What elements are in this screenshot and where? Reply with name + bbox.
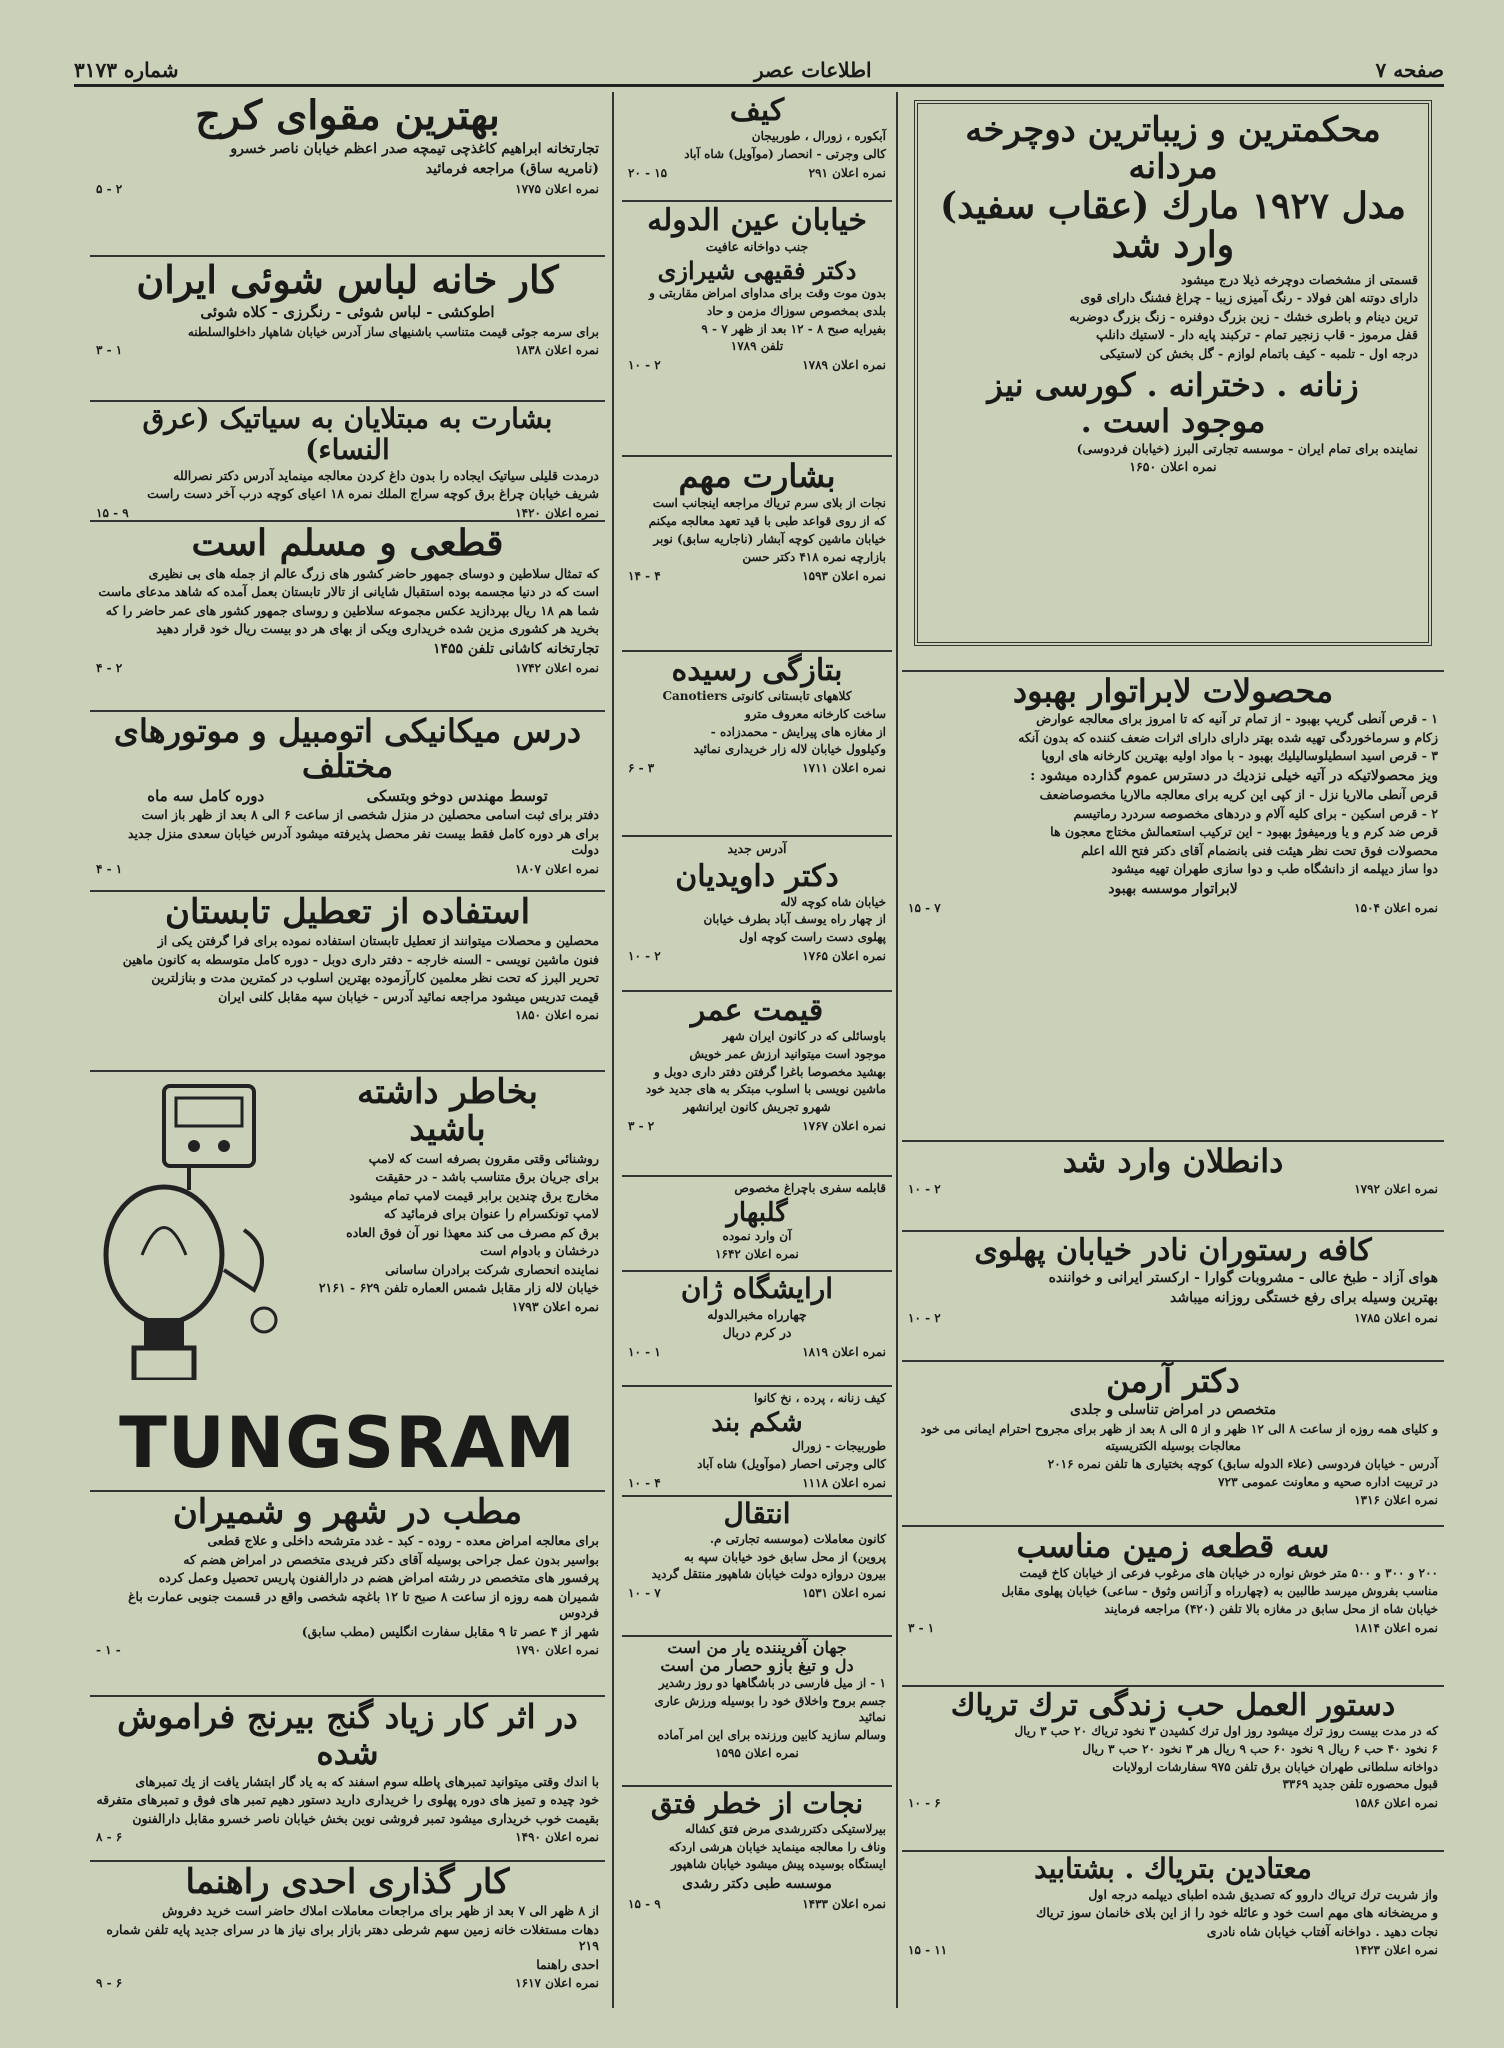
ad-code: ۱ - ۱۰ xyxy=(628,1344,661,1359)
ad-doctor-faghihi xyxy=(622,202,892,457)
ad-code: ۲ - ۱۰ xyxy=(908,1310,941,1325)
ad-text: برای جریان برق متناسب باشد - در حقیقت xyxy=(375,1169,599,1185)
ad-number: نمره اعلان ۱۸۵۰ xyxy=(515,1008,599,1023)
column-divider xyxy=(612,92,614,2008)
ad-text: واز شربت ترك تریاك داروو که تصدیق شده اطبای دیپلمه درجه اول xyxy=(1088,1886,1438,1902)
ad-certain xyxy=(90,522,605,712)
ad-text: ۱ - از میل فارسی در باشگاهها دو روز رشدیر xyxy=(658,1676,886,1691)
masthead xyxy=(74,58,1444,87)
ad-footer xyxy=(96,1008,599,1022)
ad-code: ۴ - ۱۴ xyxy=(628,568,661,583)
page-number: صفحه ۷ xyxy=(1375,58,1444,82)
ad-title: کافه رستوران نادر خیابان پهلوی xyxy=(974,1233,1372,1268)
ad-text: هوای آزاد - طبخ عالی - مشروبات گوارا - ارکستر ایرانی و خواننده xyxy=(1048,1270,1438,1286)
ad-top-note: کیف زنانه ، پرده ، نخ کانوا xyxy=(753,1391,886,1405)
ad-text: ۶ نخود ۴۰ حب ۶ ریال ۹ نخود ۶۰ حب ۹ ریال هر ۳ نخود ۲۰ حب ۳ ریال xyxy=(1082,1741,1438,1756)
ad-text: آبکوره ، زورال ، طوربیجان xyxy=(751,129,886,143)
ad-karaj xyxy=(90,92,605,257)
ad-text: دهات مستغلات خانه زمین سهم شرطی دهتر بازار برای نیاز ها در سرای جدید پایه تلفن شماره ۲۱۹ xyxy=(106,1921,599,1954)
ad-text: محصلین و محصلات میتوانند از تعطیل تابستان استفاده نموده برای فرا گرفتن یکی از xyxy=(157,933,599,949)
ad-belt xyxy=(622,1387,892,1497)
ad-text: درمدت قلیلی سیاتیک ایجاده را بدون داغ کردن معالجه مینماید آدرس دکتر نصرالله xyxy=(173,467,599,483)
ad-number: نمره اعلان ۱۱۱۸ xyxy=(802,1476,886,1491)
column-middle xyxy=(622,92,892,2008)
ad-title: محکمترین و زیباترین دوچرخه xyxy=(965,110,1381,150)
ad-text: درجه اول - تلمبه - کیف باتمام لوازم - گل بخش کن لاستیکی xyxy=(1099,345,1418,361)
ad-title: انتقال xyxy=(723,1497,791,1530)
ad-title: گلبهار xyxy=(726,1197,788,1228)
ad-text: ۲۰۰ و ۳۰۰ و ۵۰۰ متر خوش نواره در خیابان های مرغوب فرعی از خیابان کاخ قیمت xyxy=(1019,1566,1438,1581)
ad-number: نمره اعلان ۱۸۱۴ xyxy=(1354,1620,1438,1635)
ad-text: کالی وجرتی - انحصار (موآویل) شاه آباد xyxy=(684,146,886,161)
ad-title: کار گذاری احدی راهنما xyxy=(185,1862,510,1902)
ad-footer xyxy=(908,1311,1438,1325)
ad-text: که تمثال سلاطین و دوسای جمهور حاضر کشور های زرگ عالم از جمله های بی نظیری xyxy=(148,565,599,581)
ad-text: خیابان ماشین کوچه آبشار (ناجاریه سابق) نوبر xyxy=(653,531,886,546)
ad-title: شکم بند xyxy=(711,1407,803,1438)
ad-text: طوربیجات - زورال xyxy=(792,1439,886,1454)
ad-code: ۹ - ۱۵ xyxy=(628,1896,661,1911)
ad-number: نمره اعلان ۱۳۱۶ xyxy=(1354,1492,1438,1507)
ad-text: ایستگاه بوسیده پیش میشود خیابان شاهپور xyxy=(671,1857,886,1872)
ad-text: قفل مرموز - قاب زنجیر تمام - ترکبند پایه دار - لاستیك دانلپ xyxy=(1096,327,1418,343)
ad-davidian xyxy=(622,837,892,992)
ad-treasure xyxy=(90,1697,605,1862)
ad-code: ۱ - ۳ xyxy=(908,1620,935,1635)
newspaper-name: اطلاعات عصر xyxy=(754,58,872,82)
ad-number: نمره اعلان ۱۴۳۳ xyxy=(802,1896,886,1911)
ad-text: پرفسور های متخصص در رشته امراض هضم در دارالفنون پاریس تحصیل وعمل کرده xyxy=(158,1570,599,1586)
ad-text: مناسب بفروش میرسد طالبین به (چهارراه و آزانس وثوق - ساعی) خیابان پهلوی مقابل xyxy=(1001,1584,1438,1599)
ad-title: کار خانه لباس شوئی ایران xyxy=(136,257,559,302)
ad-text: (نامریه ساق) مراجعه فرمائید xyxy=(425,161,599,178)
ad-text: جسم بروح واخلاق خود را بوسیله ورزش عاری نمائید xyxy=(654,1694,886,1724)
ad-text: فنون ماشین نویسی - السنه خارجه - دفتر داری دوبل - دوره کامل متوسطه به کانون ماهین xyxy=(122,951,599,967)
ad-cafe xyxy=(902,1232,1444,1362)
ad-number: نمره اعلان ۱۷۹۳ xyxy=(511,1298,599,1314)
ad-gym xyxy=(622,1637,892,1787)
ad-title: خیابان عین الدوله xyxy=(647,203,867,238)
ad-title: استفاده از تعطیل تابستان xyxy=(164,892,531,932)
ad-title: قطعی و مسلم است xyxy=(191,522,504,564)
ad-number: نمره اعلان ۱۷۶۷ xyxy=(802,1119,886,1134)
ad-text: پهلوی دست راست کوچه اول xyxy=(739,930,886,945)
ad-text: در کرم دربال xyxy=(722,1325,792,1341)
ad-tungsram xyxy=(90,1072,605,1492)
ad-code: ۲ - ۴ xyxy=(96,661,123,676)
ad-opium xyxy=(902,1687,1444,1852)
ad-title: مدل ۱۹۲۷ مارك (عقاب سفید) xyxy=(940,184,1406,227)
ad-number: نمره اعلان ۱۵۹۵ xyxy=(715,1745,799,1760)
ad-text: شما هم ۱۸ ریال بپردازید عکس مجموعه سلاطین و روسای جمهور کشور های عمر حاضر را که xyxy=(105,602,599,618)
ad-text: شهر از ۴ عصر تا ۹ مقابل سفارت انگلیس (مطب سابق) xyxy=(301,1623,599,1639)
ad-code: - ۱ - xyxy=(96,1643,121,1658)
ad-nejat xyxy=(622,1787,892,2008)
ad-text: قبول محصوره تلفن جدید ۳۳۶۹ xyxy=(1282,1777,1438,1792)
ad-code: ۲ - ۱۰ xyxy=(628,358,661,373)
ad-title: محصولات لابراتوار بهبود xyxy=(1012,672,1334,710)
ad-code: ۱۵ - ۲۰ xyxy=(628,165,668,180)
ad-text: احدی راهنما xyxy=(536,1956,599,1972)
ad-text: خیابان لاله زار مقابل شمس العماره تلفن ۶۲۹ - ۲۱۶۱ xyxy=(318,1280,599,1296)
ad-subtitle-2: دوره کامل سه ماه xyxy=(147,787,265,806)
ad-code: ۶ - ۱۰ xyxy=(908,1796,941,1811)
ad-footer xyxy=(96,1643,599,1657)
ad-text: شریف خیابان چراغ برق کوچه سراج الملك نمره ۱۸ اعیای کوچه درب آخر دست راست xyxy=(147,486,599,502)
ad-text: ترین دینام و باطری خشك - زین بزرگ دوفنره - زنگ بزرگ دوضربه xyxy=(1069,308,1418,324)
ad-footer xyxy=(628,1119,886,1133)
ad-text: بدون موت وقت برای مداوای امراض مقاربتی و xyxy=(649,285,886,300)
ad-text: از ۸ ظهر الی ۷ بعد از ظهر برای مراجعات معاملات املاك حاضر است خرید دفروش xyxy=(162,1903,599,1919)
ad-top-note: آدرس جدید xyxy=(727,841,787,856)
ad-subtitle: متخصص در امراض تناسلی و جلدی xyxy=(1069,1402,1277,1419)
ad-title: دستور العمل حب زندگی ترك تریاك xyxy=(950,1688,1396,1723)
ad-title: درس میکانیکی اتومبیل و موتورهای مختلف xyxy=(113,712,582,786)
ad-text: ساخت کارخانه معروف مترو xyxy=(745,706,886,721)
ad-text: بازارچه نمره ۴۱۸ دکتر حسن xyxy=(742,549,886,564)
ad-text: ماشین نویسی با اسلوب مبتکر به های جدید خود xyxy=(645,1082,886,1097)
ad-important xyxy=(622,457,892,652)
ad-code: ۷ - ۱۵ xyxy=(908,901,941,916)
ad-number: نمره اعلان ۱۵۸۶ xyxy=(1354,1796,1438,1811)
ad-text: درخشان و بادوام است xyxy=(480,1243,599,1259)
ad-number: نمره اعلان ۱۷۸۹ xyxy=(802,358,886,373)
ad-text: ۱ - قرص آنطی گریپ بهبود - از تمام تر آنیه که تا امروز برای معالجه عوارض xyxy=(1036,711,1438,727)
ad-title: بخاطر داشته xyxy=(357,1072,538,1112)
ad-text: دفتر برای ثبت اسامی محصلین در منزل شخصی از ساعت ۶ الی ۸ بعد از ظهر باز است xyxy=(141,807,599,823)
ad-number: نمره اعلان ۱۷۷۵ xyxy=(515,181,599,196)
ad-footer xyxy=(96,661,599,675)
ad-sciatica xyxy=(90,402,605,522)
ad-footer xyxy=(628,1897,886,1911)
ad-text: چهارراه مخبرالدوله xyxy=(707,1306,807,1322)
ad-code: ۲ - ۱۰ xyxy=(628,948,661,963)
ad-text: ۲ - قرص اسکین - برای کلیه آلام و دردهای مخصوصه سردرد رماتیسم xyxy=(1073,805,1438,821)
issue-number: شماره ۳۱۷۳ xyxy=(74,58,179,82)
ad-text: بهترین وسیله برای رفع خستگی روزانه میباشد xyxy=(1170,1290,1438,1307)
ad-number: نمره اعلان ۱۴۹۰ xyxy=(515,1830,599,1845)
ad-footer xyxy=(628,1345,886,1359)
ad-text: اطوکشی - لباس شوئی - رنگرزی - کلاه شوئی xyxy=(200,302,495,321)
ad-text: بخرید هر کشوری مزین شده خریداری ویکی از بهای هر دو بیست ریال خود قرار دهید xyxy=(156,621,599,637)
ad-title: دانطلان وارد شد xyxy=(1062,1142,1284,1180)
ad-footer xyxy=(628,358,886,372)
ad-text: بفیرایه صبح ۸ - ۱۲ بعد از ظهر ۷ - ۹ xyxy=(701,321,886,336)
ad-addicts xyxy=(902,1852,1444,2008)
ad-text: و کلیای همه روزه از ساعت ۸ الی ۱۲ ظهر و از ۵ الی ۸ بعد از ظهر برای مجروح احترام ایمانی می خود xyxy=(920,1421,1438,1436)
ad-number: نمره اعلان ۲۹۱ xyxy=(808,165,886,180)
ad-number: نمره اعلان ۱۷۹۰ xyxy=(515,1643,599,1658)
column-right xyxy=(902,92,1444,2008)
ad-kif xyxy=(622,92,892,202)
ad-text: نماینده برای تمام ایران - موسسه تجارتی البرز (خیابان فردوسی) xyxy=(1076,440,1418,456)
ad-title: دکتر داویدیان xyxy=(675,858,839,894)
ad-behbud xyxy=(902,672,1444,1142)
ad-armen xyxy=(902,1362,1444,1527)
ad-footer xyxy=(96,1976,599,1990)
ad-text: برای معالجه امراض معده - روده - کبد - غدد مترشحه داخلی و علاج قطعی xyxy=(207,1533,599,1549)
ad-text: قرص ضد کرم و یا ورمیفوژ بهبود - این ترکیب استعمالش مختاج معجون ها xyxy=(1050,824,1438,840)
ad-text: نجات دهید . دواخانه آفتاب خیابان شاه نادری xyxy=(1206,1923,1438,1939)
ad-footer xyxy=(96,862,599,876)
ad-footer xyxy=(96,506,599,520)
ad-text: بهشید مخصوصا باغرا گرفتن دفتر داری دوبل و xyxy=(654,1064,886,1079)
column-divider xyxy=(896,92,898,2008)
ad-title: معتادین بتریاك . بشتابید xyxy=(1034,1852,1312,1885)
ad-text: ۳ - قرص اسید اسطیلوسالیلیك بهبود - با مواد اولیه بهترین کارخانه های اروپا xyxy=(1041,748,1438,764)
ad-text: وناف را معالجه مینماید خیابان هرشی اردکه xyxy=(668,1839,886,1854)
ad-number: نمره اعلان ۱۷۱۱ xyxy=(802,761,886,776)
ad-number: نمره اعلان ۱۷۸۵ xyxy=(1354,1310,1438,1325)
ad-text: برای هر دوره کامل فقط بیست نفر محصل پذیرفته میشود آدرس خیابان سعدی منزل جدید دولت xyxy=(127,825,599,858)
ad-code: ۴ - ۱۰ xyxy=(628,1476,661,1491)
ad-footer xyxy=(628,949,886,963)
column-left xyxy=(90,92,605,2008)
ad-land xyxy=(902,1527,1444,1687)
ad-text: قیمت تدریس میشود مراجعه نمائید آدرس - خیابان سپه مقابل کلنی ایران xyxy=(218,988,599,1004)
ad-text: از چهار راه یوسف آباد بطرف خیابان xyxy=(703,912,886,927)
ad-number: نمره اعلان ۱۴۲۳ xyxy=(1354,1943,1438,1958)
ad-code: ۱ - ۴ xyxy=(96,861,123,876)
ad-text: و مریضخانه های مهم است خود و عائله خود را از این بلای خانمان سوز تریاك xyxy=(1036,1905,1438,1921)
ad-text: قسمتی از مشخصات دوچرخه ذیلا درج میشود xyxy=(1181,271,1418,287)
ad-ahadi xyxy=(90,1862,605,2008)
ad-mechanics xyxy=(90,712,605,892)
ad-text: مخارج برق چندین برابر قیمت لامپ تمام میشود xyxy=(349,1187,599,1203)
ad-clinic xyxy=(90,1492,605,1697)
ad-code: ۶ - ۹ xyxy=(96,1976,123,1991)
ad-footer xyxy=(908,1621,1438,1635)
ad-text: نجات از بلای سرم تریاك مراجعه اینجانب است xyxy=(652,496,886,511)
ad-text: قرص آنطی مالاریا نزل - از کپی این کریه برای معالجه مالاریا مخصوصاضعف xyxy=(1039,787,1438,803)
ad-footer xyxy=(628,761,886,775)
ad-text: ویز محصولاتیکه در آتیه خیلی نزدیك در دسترس عموم گذارده میشود : xyxy=(1030,767,1438,784)
ad-code: ۱ - ۳ xyxy=(96,343,123,358)
ad-text: از مغازه های پیرایش - محمدزاده - xyxy=(710,724,886,739)
ad-text: معالجات بوسیله الکتریسیته xyxy=(1105,1439,1241,1454)
ad-text: موجود است میتوانید ارزش عمر خویش xyxy=(689,1046,886,1061)
ad-code: ۶ - ۸ xyxy=(96,1830,123,1845)
ad-text: که در مدت بیست روز ترك میشود روز اول ترك کشیدن ۳ نخود تریاك ۲۰ حب ۳ ریال xyxy=(1014,1724,1438,1738)
ad-top-note: قابلمه سفری باچراغ مخصوص xyxy=(734,1181,886,1195)
ad-number: نمره اعلان ۱۸۱۹ xyxy=(802,1344,886,1359)
ad-number: نمره اعلان ۱۷۶۵ xyxy=(802,948,886,963)
ad-title: کیف xyxy=(729,93,785,128)
ad-subtitle xyxy=(96,787,599,805)
ad-dantelan xyxy=(902,1142,1444,1232)
ad-text: وکیلوول خیابان لاله زار خریداری نمائید xyxy=(693,742,886,757)
ad-title: بشارت مهم xyxy=(678,457,836,495)
ad-text: لامپ تونکسرام را عنوان برای فرمائید که xyxy=(383,1206,599,1222)
ad-text: خیابان شاه کوچه لاله xyxy=(780,894,886,909)
ad-frame xyxy=(914,100,1432,646)
ad-title: زنانه . دخترانه . کورسی نیز xyxy=(987,366,1359,405)
ad-title: بهترین مقوای کرج xyxy=(195,92,500,139)
ad-text: بیرلاستیکی دکتررشدی مرض فتق کشاله xyxy=(685,1821,886,1836)
ad-text: بقیمت خوب خریداری میشود تمبر فروشی نوین بخش خیابان ناصر خسرو مقابل دارالفنون xyxy=(132,1810,599,1826)
ad-text: بیرون دروازه دولت خیابان شاهپور منتقل گردید xyxy=(651,1567,886,1582)
ad-text: خیابان شاه از محل سابق در مغازه بالا تلفن (۴۲۰) مراجعه فرمایند xyxy=(1104,1601,1438,1616)
ad-footer xyxy=(96,343,599,357)
ad-number: نمره اعلان ۱۷۹۲ xyxy=(1354,1182,1438,1197)
ad-text: با اندك وقتی میتوانید تمبرهای پاطله سوم اسفند که به یاد گار ابتشار یافت از یك تمبرهای xyxy=(135,1773,599,1789)
ad-title: بتازگی رسیده xyxy=(671,653,843,688)
ad-number: نمره اعلان ۱۶۴۲ xyxy=(715,1247,799,1262)
light-bulb-icon xyxy=(94,1080,284,1380)
ad-text: باوسائلی که در کانون ایران شهر xyxy=(722,1029,886,1043)
ad-text: تجارتخانه کاشانی تلفن ۱۴۵۵ xyxy=(432,640,599,657)
ad-subtitle: آن وارد نموده xyxy=(722,1229,792,1244)
ad-transfer xyxy=(622,1497,892,1637)
ad-subtitle: کلاههای تابستانی کانوتی Canotiers xyxy=(662,689,852,703)
ad-title: مطب در شهر و شمیران xyxy=(172,1492,523,1532)
ad-text: آدرس - خیابان فردوسی (علاء الدوله سابق) کوچه بختیاری ها تلفن نمره ۲۰۱۶ xyxy=(1047,1457,1438,1472)
ad-subtitle-1: توسط مهندس دوخو وبتسکی xyxy=(366,787,548,806)
ad-title: مردانه xyxy=(1128,147,1218,188)
ad-number: نمره اعلان ۱۸۰۷ xyxy=(515,861,599,876)
ad-text: دوا ساز دیپلمه از دانشگاه طب و دوا سازی طهران تهیه میشود xyxy=(1111,861,1438,877)
ad-text: نماینده انحصاری شرکت برادران ساسانی xyxy=(385,1261,599,1277)
ad-verse: دل و تیغ بازو حصار من است xyxy=(660,1655,854,1675)
ad-text: شهرو تجریش کانون ایرانشهر xyxy=(683,1100,831,1115)
ad-text: دواخانه سلطانی طهران خیابان برق تلفن ۹۷۵ سفارشات ارولایات xyxy=(1112,1759,1438,1774)
ad-title: باشید xyxy=(409,1109,486,1150)
ad-text: کالی وجرتی احصار (موآویل) شاه آباد xyxy=(697,1457,886,1472)
ad-text: روشنائی وقتی مقرون بصرفه است که لامپ xyxy=(368,1150,599,1166)
ad-verse: جهان آفریننده یار من است xyxy=(667,1638,847,1657)
ad-text: دارای دوتنه اهن فولاد - رنگ آمیزی زیبا - چراغ فشنگ دارای قوی xyxy=(1080,290,1418,306)
ad-text: برای سرمه جوئی قیمت متناسب باشنیهای ساز آدرس خیابان شاهپار داخلوالسلطنه xyxy=(187,324,599,339)
ad-text: که از روی قواعد طبی با قید تعهد معالجه میکنم xyxy=(648,514,886,529)
ad-golbahar xyxy=(622,1177,892,1272)
ad-text: است که در دنیا مجسمه بوده استقبال شایانی از تالار تابستان بعمل آمده که شاهد مدعای ماست xyxy=(98,584,599,600)
ad-text: کانون معاملات (موسسه تجارتی م. xyxy=(709,1531,886,1546)
ad-hats xyxy=(622,652,892,837)
ad-footer xyxy=(908,1943,1438,1957)
ad-code: ۱۱ - ۱۵ xyxy=(908,1943,948,1958)
ad-omar xyxy=(622,992,892,1177)
ad-title: ارایشگاه ژان xyxy=(680,1272,834,1305)
ad-text: وسالم سازید کابین ورزنده برای این امر آماده xyxy=(657,1727,886,1742)
ad-code: ۲ - ۳ xyxy=(628,1119,655,1134)
ad-footer xyxy=(908,901,1438,915)
ad-text: تحریر البرز که تحت نظر معلمین کارآزموده بهترین اسلوب در کمترین مدت و بنازلترین xyxy=(151,970,599,986)
ad-code: ۹ - ۱۵ xyxy=(96,505,129,520)
ad-code: ۷ - ۱۰ xyxy=(628,1586,661,1601)
ad-phone: تلفن ۱۷۸۹ xyxy=(730,339,784,354)
ad-title: نجات از خطر فتق xyxy=(650,1787,864,1820)
ad-footer xyxy=(96,182,599,196)
ad-text: محصولات فوق تحت نظر هیئت فنی بانضمام آقای دکتر فتح الله اعلم xyxy=(1081,842,1438,858)
ad-title: موجود است . xyxy=(1080,401,1266,440)
ad-footer xyxy=(908,1182,1438,1196)
ad-number: نمره اعلان ۱۷۴۲ xyxy=(515,661,599,676)
ad-subtitle: جنب دواخانه عافیت xyxy=(705,239,809,254)
ad-title: سه قطعه زمین مناسب xyxy=(1016,1527,1330,1565)
ad-number: نمره اعلان ۱۶۱۷ xyxy=(515,1976,599,1991)
ad-title: بشارت به مبتلایان به سیاتیک (عرق النساء) xyxy=(142,402,553,466)
ad-code: ۲ - ۵ xyxy=(96,181,123,196)
ad-summer xyxy=(90,892,605,1072)
ad-text: بلدی بمخصوص سوزاك مزمن و حاد xyxy=(706,303,886,318)
ad-title: دکتر آرمن xyxy=(1106,1362,1240,1400)
ad-code: ۲ - ۱۰ xyxy=(908,1182,941,1197)
ad-text: خود چیده و تمیز های دوره پهلوی را خریداری دارید دستور دهیم تمبر های فوق و تمبرهای متفرقه xyxy=(96,1792,599,1808)
ad-number: نمره اعلان ۱۶۵۰ xyxy=(1129,459,1217,475)
ad-text: زکام و سرماخوردگی تهیه شده بهتر دارای دارای اثرات ضعف کننده که بدون آنکه xyxy=(1018,729,1438,745)
ad-footer xyxy=(628,166,886,180)
ad-text: تجارتخانه ابراهیم کاغذچی تیمچه صدر اعظم خیابان ناصر خسرو xyxy=(230,141,599,157)
ad-text: پروین) از محل سابق خود خیابان سپه به xyxy=(684,1549,886,1564)
ad-title: وارد شد xyxy=(1111,224,1235,267)
ad-number: نمره اعلان ۱۸۳۸ xyxy=(515,343,599,358)
ad-laundry xyxy=(90,257,605,402)
ad-text: شمیران همه روزه از ساعت ۸ صبح تا ۱۲ باغچه شخصی واقع در قسمت جنوبی عمارت باغ فردوس xyxy=(128,1588,599,1621)
ad-footer xyxy=(628,1586,886,1600)
ad-text: موسسه طبی دکتر رشدی xyxy=(682,1876,832,1893)
ad-title: قیمت عمر xyxy=(690,993,824,1028)
ad-text: بواسیر بدون عمل جراحی بوسیله آقای دکتر فریدی متخصص در امراض هضم که xyxy=(183,1551,599,1567)
ad-footer xyxy=(628,569,886,583)
ad-code: ۳ - ۶ xyxy=(628,761,655,776)
ad-text: برق کم مصرف می کند معهذا نور آن فوق العاده xyxy=(346,1224,599,1240)
ad-number: نمره اعلان ۱۵۹۳ xyxy=(802,568,886,583)
ad-bicycle xyxy=(902,92,1444,672)
ad-footer xyxy=(628,1476,886,1490)
ad-footer xyxy=(96,1830,599,1844)
doctor-name: دکتر فقیهی شیرازی xyxy=(657,255,857,285)
ad-text: لابراتوار موسسه بهبود xyxy=(1108,880,1238,897)
ad-zhan xyxy=(622,1272,892,1387)
tungsram-logo: TUNGSRAM xyxy=(119,1402,576,1484)
ad-text: در تربیت اداره صحیه و معاونت عمومی ۷۲۳ xyxy=(1218,1475,1438,1490)
ad-footer xyxy=(908,1796,1438,1810)
ad-title: در اثر کار زیاد گنج بیرنج فراموش شده xyxy=(117,1697,578,1773)
ad-number: نمره اعلان ۱۴۲۰ xyxy=(515,505,599,520)
ad-number: نمره اعلان ۱۵۳۱ xyxy=(802,1586,886,1601)
ad-number: نمره اعلان ۱۵۰۴ xyxy=(1354,901,1438,916)
